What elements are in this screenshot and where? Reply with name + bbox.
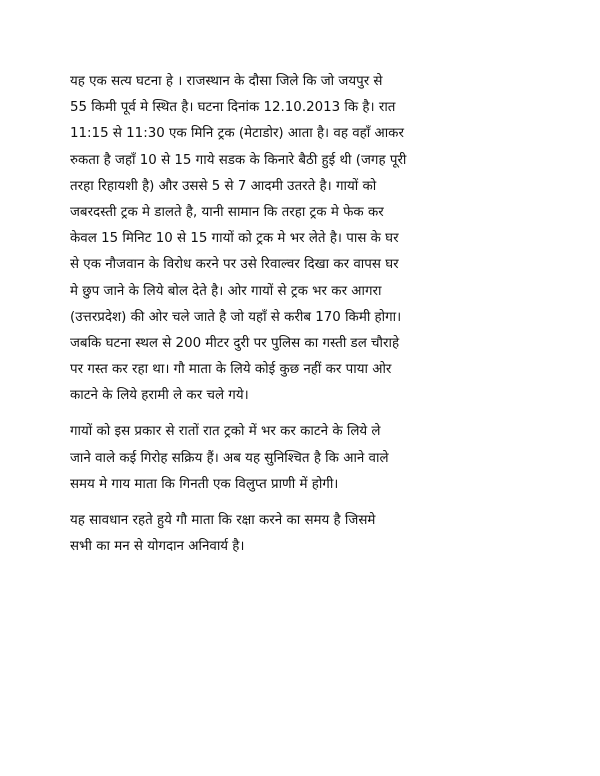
text-line: जबरदस्ती ट्रक मे डालते है, यानी सामान कि तरहा ट्रक मे फेक कर [70, 204, 384, 220]
text-line: तरहा रिहायशी है) और उससे 5 से 7 आदमी उतरते है। गायों को [70, 178, 377, 194]
text-line: 11:15 से 11:30 एक मिनि ट्रक (मेटाडोर) आता है। वह वहाँ आकर [70, 126, 404, 142]
text-line: (उत्तरप्रदेश) की ओर चले जाते है जो यहाँ से करीब 170 किमी होगा। [70, 309, 402, 325]
text-line: 55 किमी पूर्व मे स्थित है। घटना दिनांक 12.10.2013 कि है। रात [70, 100, 396, 116]
paragraph-appeal [70, 508, 538, 560]
text-line: गायों को इस प्रकार से रातों रात ट्रको में भर कर काटने के लिये ले [70, 424, 381, 440]
paragraph-incident [70, 69, 538, 409]
paragraph-gangs [70, 419, 538, 498]
text-line: यह सावधान रहते हुये गौ माता कि रक्षा करने का समय है जिसमे [70, 513, 376, 528]
text-line: यह एक सत्य घटना हे । राजस्थान के दौसा जिले कि जो जयपुर से [70, 74, 383, 89]
text-line: समय मे गाय माता कि गिनती एक विलुप्त प्राणी में होगी। [70, 476, 339, 492]
text-line: रुकता है जहाँ 10 से 15 गाये सडक के किनारे बैठी हुई थी (जगह पूरी [70, 152, 407, 168]
text-line: जबकि घटना स्थल से 200 मीटर दुरी पर पुलिस का गस्ती डल चौराहे [70, 335, 400, 351]
text-line: पर गस्त कर रहा था। गौ माता के लिये कोई कुछ नहीं कर पाया ओर [70, 362, 392, 378]
text-line: काटने के लिये हरामी ले कर चले गये। [70, 388, 249, 404]
text-line: से एक नौजवान के विरोध करने पर उसे रिवाल्वर दिखा कर वापस घर [70, 257, 399, 273]
text-line: मे छुप जाने के लिये बोल देते है। ओर गायों से ट्रक भर कर आगरा [70, 283, 382, 299]
text-line: केवल 15 मिनिट 10 से 15 गायों को ट्रक मे भर लेते है। पास के घर [70, 231, 399, 247]
document-body [70, 69, 538, 560]
text-line: सभी का मन से योगदान अनिवार्य है। [70, 539, 245, 555]
text-line: जाने वाले कई गिरोह सक्रिय हैं। अब यह सुनिश्चित है कि आने वाले [70, 450, 389, 466]
